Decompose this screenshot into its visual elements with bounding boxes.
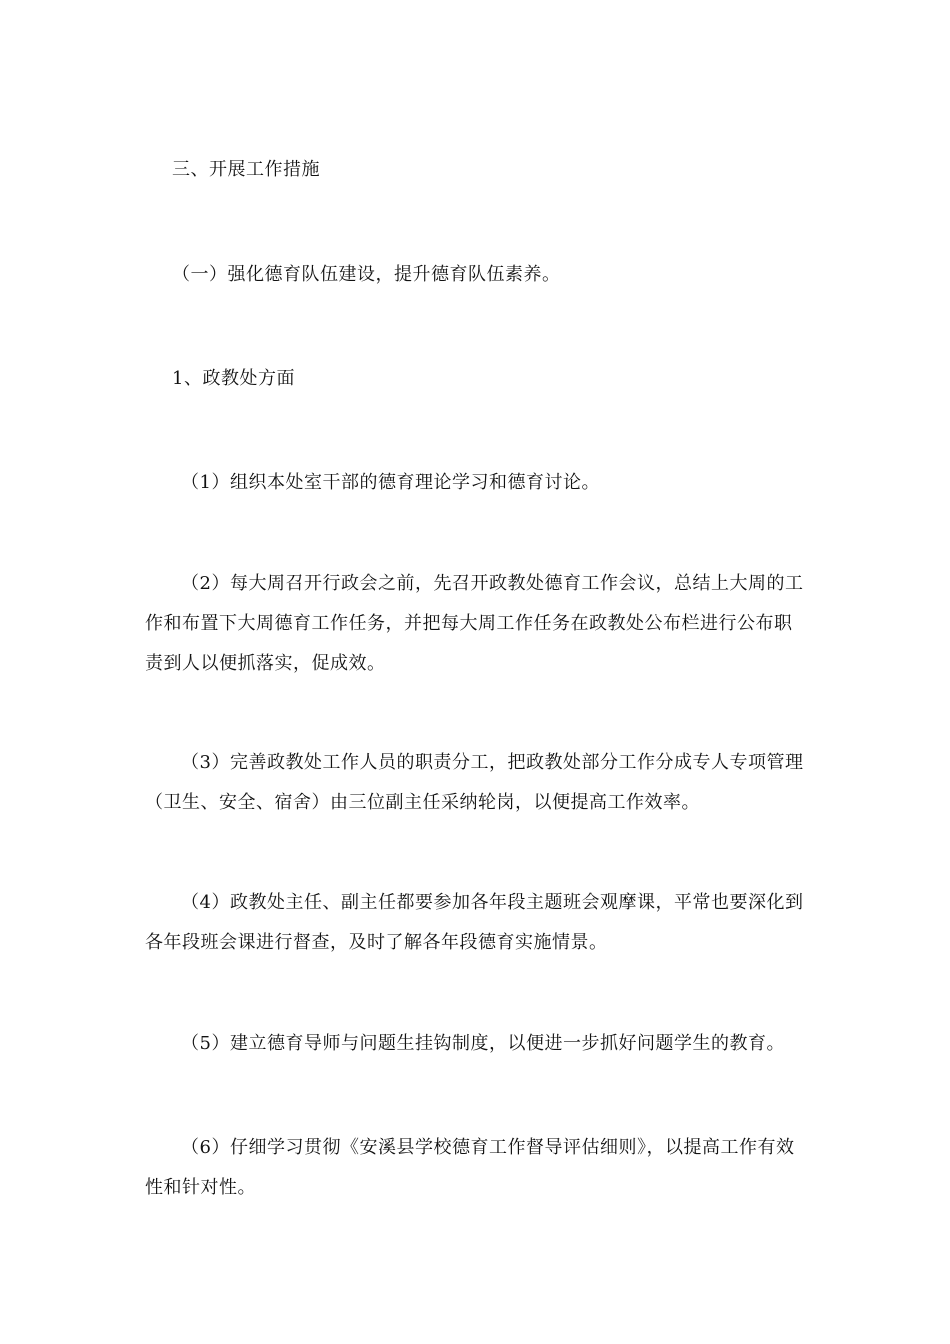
paragraph-4: （4）政教处主任、副主任都要参加各年段主题班会观摩课，平常也要深化到各年段班会课进行督查，及时了解各年段德育实施情景。 bbox=[145, 892, 804, 953]
paragraph-1: （1）组织本处室干部的德育理论学习和德育讨论。 bbox=[181, 472, 600, 493]
paragraph-3: （3）完善政教处工作人员的职责分工，把政教处部分工作分成专人专项管理（卫生、安全、宿舍）由三位副主任采纳轮岗，以便提高工作效率。 bbox=[145, 752, 804, 813]
paragraph-6: （6）仔细学习贯彻《安溪县学校德育工作督导评估细则》，以提高工作有效性和针对性。 bbox=[145, 1137, 795, 1198]
paragraph-5: （5）建立德育导师与问题生挂钩制度，以便进一步抓好问题学生的教育。 bbox=[181, 1033, 785, 1054]
section-heading: 三、开展工作措施 bbox=[172, 159, 320, 180]
subsection-heading: （一）强化德育队伍建设，提升德育队伍素养。 bbox=[172, 264, 561, 285]
item-heading: 1、政教处方面 bbox=[172, 368, 295, 389]
paragraph-2: （2）每大周召开行政会之前，先召开政教处德育工作会议，总结上大周的工作和布置下大周德育工作任务，并把每大周工作任务在政教处公布栏进行公布职责到人以便抓落实，促成效。 bbox=[145, 573, 804, 674]
